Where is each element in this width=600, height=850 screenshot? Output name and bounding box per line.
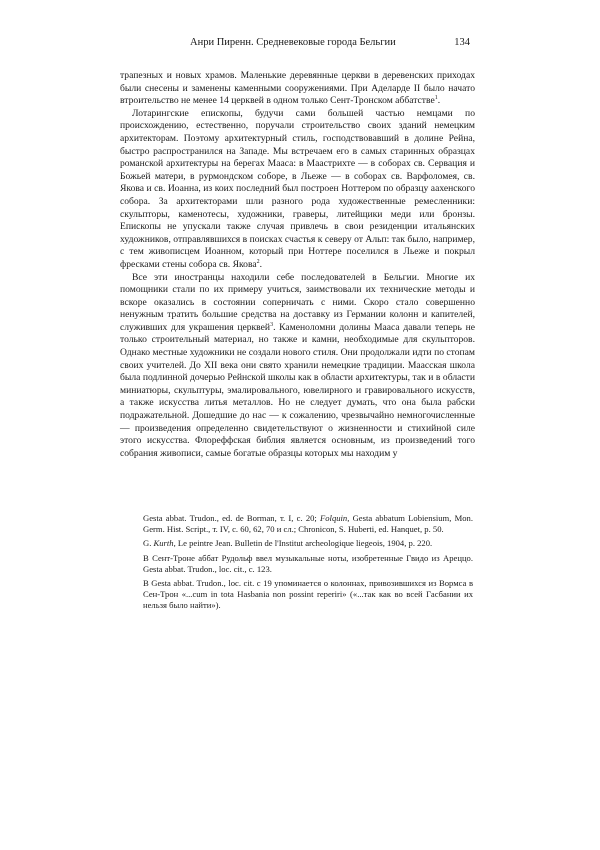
- paragraph-1-text: трапезных и новых храмов. Маленькие деревянные церкви в деревенских приходах были снесены и заменены каменными сооружениями. При Аделарде II было начато втроительство не менее 14 церквей в одном только Сент-Тронском аббатстве: [120, 70, 475, 107]
- footnote-4: В Gesta abbat. Trudon., loc. cit. c 19 упоминается о колоннах, привозившихся из Вормса в Сен-Трон «...cum in tota Hasbania non possint reperiri» («...так как во всей Гасбании их нельзя было найти»).: [143, 578, 473, 611]
- paragraph-3-end: . Каменоломни долины Мааса давали теперь не только строительный материал, но также и камни, необходимые для скульпторов. Однако местные художники не создали нового стиля. Они продолжали идти по стопам своих учителей. До XII века они свято хранили немецкие традиции. Маасская школа была подлинной дочерью Рейнской школы как в области архитектуры, так и в области миниатюры, скульптуры, эмалировального, ювелирного и гравировального искусств, а также искусства литья металлов. Но не следует думать, что она была рабски подражательной. Дошедшие до нас — к сожалению, чрезвычайно немногочисленные — произведения определенно свидетельствуют о жизненности и стихийной силе этого искусства. Флореффская библия является основным, из произведений того собрания живописи, самые богатые образцы которых мы находим у: [120, 321, 475, 459]
- footnote-3: В Сент-Троне аббат Рудольф ввел музыкальные ноты, изобретенные Гвидо из Ареццо. Gesta abbat. Trudon., loc. cit., c. 123.: [143, 552, 473, 574]
- paragraph-1-end: .: [437, 95, 441, 107]
- paragraph-2: [120, 108, 475, 272]
- paragraph-3-text: Все эти иностранцы находили себе последователей в Бельгии. Многие их помощники стали по их примеру учиться, заимствовали их технические методы и вскоре оказались в состоянии соперничать с ними. Скоро стало совершенно ненужным тратить большие средства на доставку из Германии колонн и капителей, служивших для украшения церквей: [120, 271, 475, 333]
- footnote-ref-2: 2: [256, 258, 260, 265]
- footnote-ref-3: 3: [270, 321, 274, 328]
- paragraph-2-end: .: [259, 258, 263, 270]
- footnote-ref-1: 1: [434, 95, 438, 102]
- footnote-1: [143, 513, 473, 535]
- paragraph-2-text: Лотарингские епископы, будучи сами большей частью немцами по происхождению, естественно, поручали строительство своих зданий немецким архитекторам. Поэтому архитектурный стиль, господствовавший в долине Рейна, быстро распространился на Западе. Мы встречаем его в самых старинных образцах романской архитектуры на берегах Мааса: в Маастрихте — в соборах св. Сервация и Божьей матери, в рурмондском соборе, в Льеже — в соборах св. Варфоломея, св. Якова и св. Иоанна, из коих последний был построен Ноттером по образцу аахенского собора. За архитекторами шли разного рода художественные ремесленники: скульпторы, каменотесы, художники, граверы, литейщики меди или бронзы. Епископы не упускали также случая привлечь в свои резиденции итальянских художников, отправлявшихся в поисках счастья к северу от Альп: так было, например, с тем живописцем Иоанном, который при Ноттере поселился в Льеже и покрыл фресками стены собора св. Якова: [120, 107, 475, 270]
- paragraph-3: [120, 272, 475, 461]
- paragraph-1: [120, 70, 475, 108]
- footnote-1-text: Gesta abbat. Trudon., ed. de Borman, т. I, c. 20;: [143, 513, 321, 523]
- page-number: 134: [454, 37, 470, 48]
- running-title: Анри Пиренн. Средневековые города Бельгии: [190, 37, 396, 48]
- footnote-2-text: G.: [143, 538, 154, 549]
- footnote-2-rest: , Le peintre Jean. Bulletin de l'Institut archeologique liegeois, 1904, p. 220.: [173, 538, 433, 549]
- footnote-2: [143, 538, 473, 549]
- footnote-2-author: Kurth: [153, 538, 174, 549]
- footnote-1-rest: , Gesta abbatum Lobiensium, Mon. Germ. Hist. Script., т. IV, c. 60, 62, 70 и сл.; Chronicon, S. Huberti, ed. Hanquet, p. 50.: [143, 513, 473, 535]
- main-text: [120, 70, 475, 460]
- footnotes: [143, 513, 473, 615]
- footnote-1-author: Folquin: [320, 513, 348, 523]
- page-header: [190, 36, 470, 50]
